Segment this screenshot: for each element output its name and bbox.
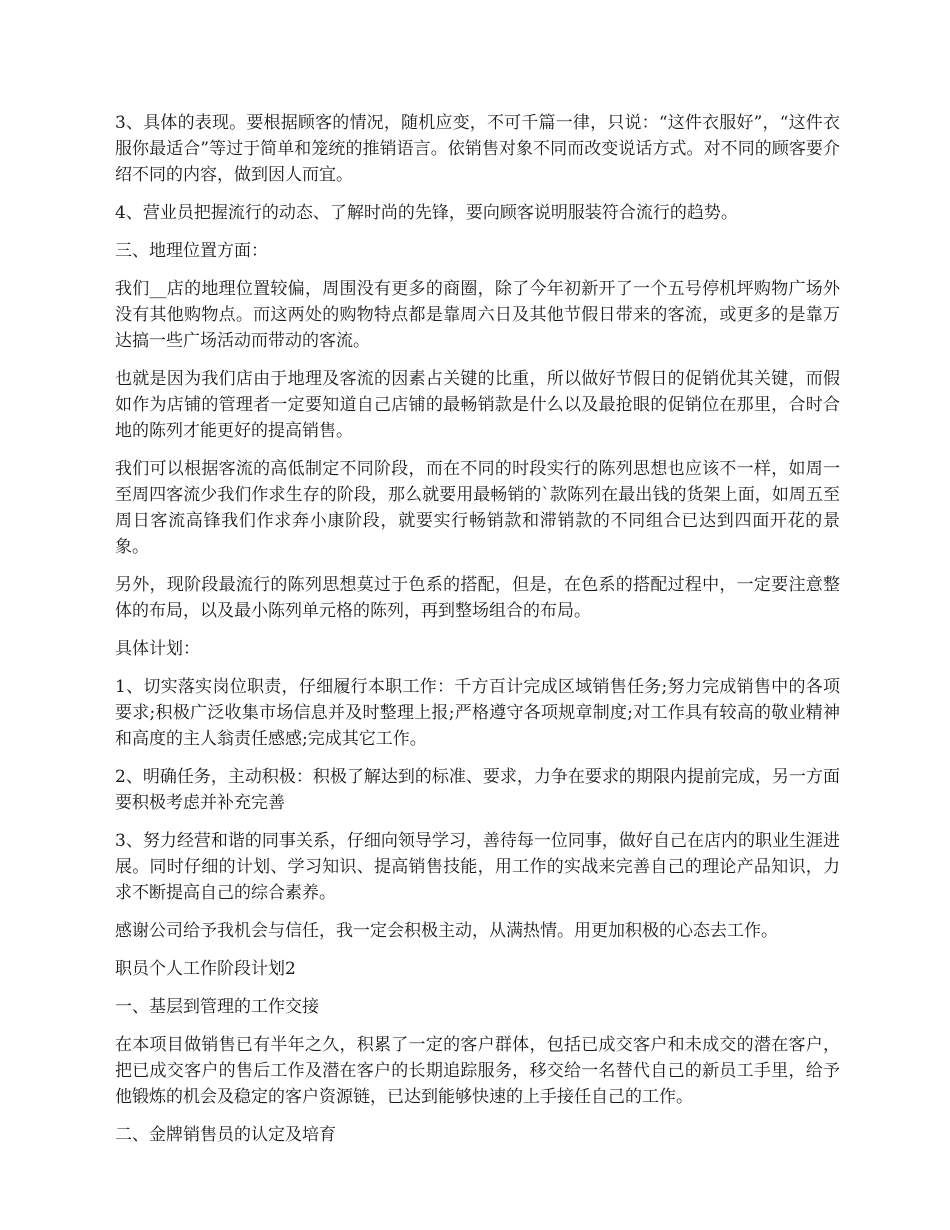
paragraph: 3、具体的表现。要根据顾客的情况，随机应变，不可千篇一律，只说：“这件衣服好”，“这件衣服你最适合”等过于简单和笼统的推销语言。依销售对象不同而改变说话方式。对不同的顾客要介绍不同的内容，做到因人而宜。 bbox=[115, 113, 840, 185]
paragraph: 在本项目做销售已有半年之久，积累了一定的客户群体，包括已成交客户和未成交的潜在客户，把已成交客户的售后工作及潜在客户的长期追踪服务，移交给一名替代自己的新员工手里，给予他锻炼的机会及稳定的客户资源链，已达到能够快速的上手接任自己的工作。 bbox=[115, 1035, 840, 1107]
paragraph: 4、营业员把握流行的动态、了解时尚的先锋，要向顾客说明服装符合流行的趋势。 bbox=[115, 203, 738, 223]
paragraph: 1、切实落实岗位职责，仔细履行本职工作：千方百计完成区域销售任务;努力完成销售中的各项要求;积极广泛收集市场信息并及时整理上报;严格遵守各项规章制度;对工作具有较高的敬业精神和高度的主人翁责任感感;完成其它工作。 bbox=[115, 677, 840, 749]
paragraph: 我们可以根据客流的高低制定不同阶段，而在不同的时段实行的陈列思想也应该不一样，如周一至周四客流少我们作求生存的阶段，那么就要用最畅销的`款陈列在最出钱的货架上面，如周五至周日客流高锋我们作求奔小康阶段，就要实行畅销款和滞销款的不同组合已达到四面开花的景象。 bbox=[115, 459, 840, 557]
paragraph: 另外，现阶段最流行的陈列思想莫过于色系的搭配，但是，在色系的搭配过程中，一定要注意整体的布局，以及最小陈列单元格的陈列，再到整场组合的布局。 bbox=[115, 575, 840, 621]
section-heading: 二、金牌销售员的认定及培育 bbox=[115, 1125, 336, 1145]
document-body bbox=[115, 110, 840, 1160]
paragraph: 也就是因为我们店由于地理及客流的因素占关键的比重，所以做好节假日的促销优其关键，而假如作为店铺的管理者一定要知道自己店铺的最畅销款是什么以及最抢眼的促销位在那里，合时合地的陈列才能更好的提高销售。 bbox=[115, 369, 840, 441]
section-heading: 具体计划： bbox=[115, 639, 200, 659]
paragraph: 感谢公司给予我机会与信任，我一定会积极主动，从满热情。用更加积极的心态去工作。 bbox=[115, 921, 778, 941]
paragraph: 3、努力经营和谐的同事关系，仔细向领导学习，善待每一位同事，做好自己在店内的职业生涯进展。同时仔细的计划、学习知识、提高销售技能，用工作的实战来完善自己的理论产品知识，力求不断提高自己的综合素养。 bbox=[115, 831, 840, 903]
section-heading: 一、基层到管理的工作交接 bbox=[115, 997, 319, 1017]
section-heading: 三、地理位置方面： bbox=[115, 241, 268, 261]
document-title: 职员个人工作阶段计划2 bbox=[115, 959, 296, 979]
paragraph: 我们__店的地理位置较偏，周围没有更多的商圈，除了今年初新开了一个五号停机坪购物广场外没有其他购物点。而这两处的购物特点都是靠周六日及其他节假日带来的客流，或更多的是靠万达搞一些广场活动而带动的客流。 bbox=[115, 279, 840, 351]
paragraph: 2、明确任务，主动积极：积极了解达到的标准、要求，力争在要求的期限内提前完成，另一方面要积极考虑并补充完善 bbox=[115, 767, 840, 813]
